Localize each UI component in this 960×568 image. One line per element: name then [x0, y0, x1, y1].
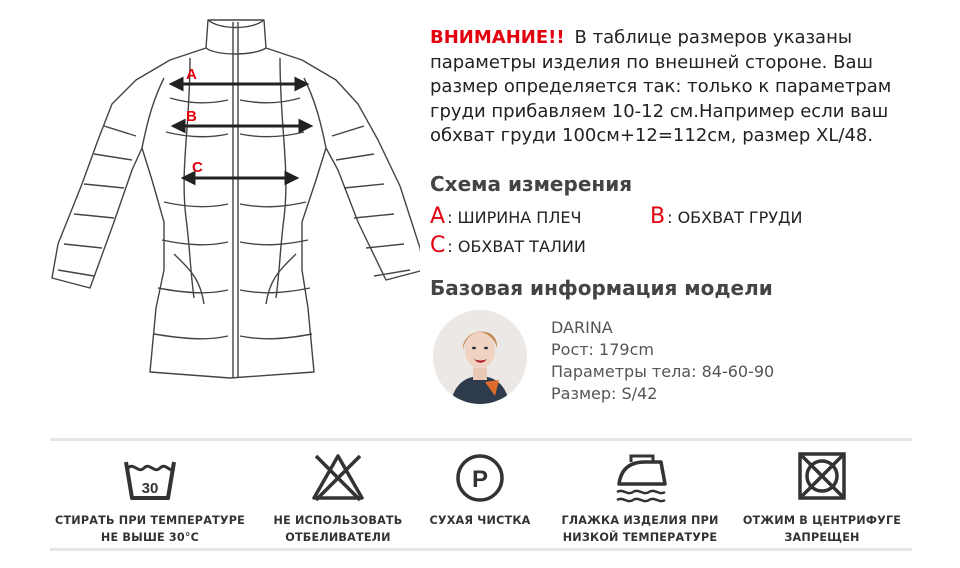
model-title: Базовая информация модели: [430, 276, 773, 300]
measure-title: Схема измерения: [430, 172, 633, 196]
size-notice: [430, 26, 940, 149]
legend-item-c: C : ОБХВАТ ТАЛИИ: [430, 233, 586, 258]
iron-low-icon: [605, 448, 675, 504]
diagram-label-a: A: [186, 66, 197, 83]
model-height: Рост: 179cm: [551, 340, 654, 359]
model-size: Размер: S/42: [551, 384, 658, 403]
divider-top: [50, 438, 912, 441]
notice-line-4: груди прибавляем 10-12 см.Например если ваш: [430, 100, 889, 122]
svg-text:30: 30: [141, 480, 159, 497]
care-label-wash: СТИРАТЬ ПРИ ТЕМПЕРАТУРЕ НЕ ВЫШЕ 30°C: [55, 514, 245, 544]
care-label-iron: ГЛАЖКА ИЗДЕЛИЯ ПРИ НИЗКОЙ ТЕМПЕРАТУРЕ: [561, 514, 719, 544]
notice-line-5: обхват груди 100см+12=112см, размер XL/48.: [430, 125, 874, 146]
divider-bottom: [50, 548, 912, 551]
wash-30-icon: [120, 448, 180, 504]
notice-line-3: размер определяется так: только к параметрам: [430, 76, 892, 97]
notice-line-2: параметры изделия по внешней стороне. Ваш: [430, 51, 873, 73]
svg-text:P: P: [471, 466, 489, 493]
warning-label: ВНИМАНИЕ!!: [430, 27, 565, 48]
care-item-iron: [540, 448, 740, 546]
jacket-diagram: [40, 8, 420, 388]
no-bleach-icon: [308, 448, 368, 504]
diagram-label-c: C: [192, 159, 203, 176]
no-tumble-dry-icon: [792, 448, 852, 504]
legend-item-b: B : ОБХВАТ ГРУДИ: [650, 204, 803, 229]
care-item-tumble: [722, 448, 922, 546]
model-name: DARINA: [551, 318, 613, 337]
care-label-dryclean: СУХАЯ ЧИСТКА: [429, 514, 531, 527]
care-item-wash: [50, 448, 250, 546]
model-photo: [433, 310, 527, 404]
jacket-outline: [52, 20, 420, 378]
model-params: Параметры тела: 84-60-90: [551, 362, 775, 381]
legend-item-a: A : ШИРИНА ПЛЕЧ: [430, 204, 582, 229]
care-label-tumble: ОТЖИМ В ЦЕНТРИФУГЕ ЗАПРЕЩЕН: [742, 514, 902, 544]
care-label-bleach: НЕ ИСПОЛЬЗОВАТЬ ОТБЕЛИВАТЕЛИ: [273, 514, 403, 544]
model-info: [551, 317, 774, 405]
dry-clean-p-icon: [450, 448, 510, 504]
notice-line-1: В таблице размеров указаны: [574, 27, 853, 48]
diagram-label-b: B: [186, 108, 197, 125]
